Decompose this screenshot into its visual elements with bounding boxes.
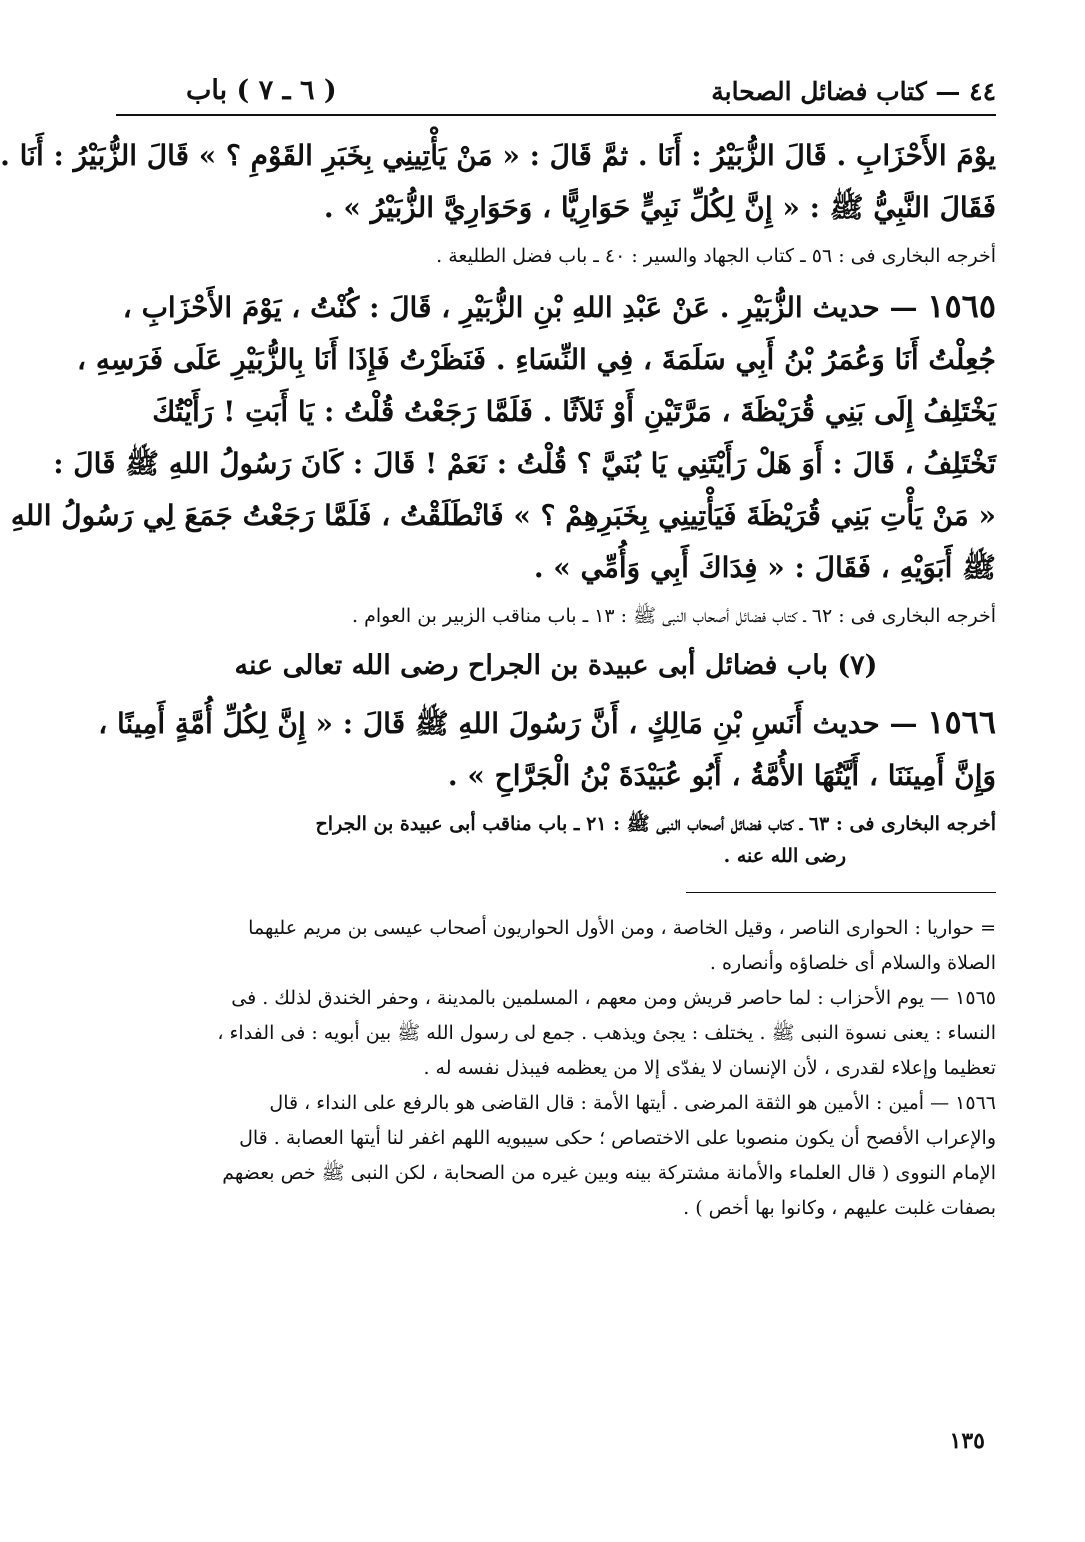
page-number: ١٣٥	[949, 1428, 985, 1454]
chapter-range: ( ٦ ـ ٧ ) باب	[186, 75, 337, 106]
hadith-line: « مَنْ يَأْتِ بَنِي قُرَيْظَةَ فَيَأْتِينِي بِخَبَرِهِمْ ؟ » فَانْطَلَقْتُ ، فَلَمَّا رَجَعْتُ جَمَعَ لِي رَسُولُ اللهِ	[10, 499, 996, 532]
hadith-number: ١٥٦٦	[927, 703, 996, 741]
footnote-separator	[686, 892, 996, 893]
hadith-line: جُعِلْتُ أَنَا وَعُمَرُ بْنُ أَبِي سَلَمَةَ ، فِي النِّسَاءِ . فَنَظَرْتُ فَإِذَا أَنَا بِالزُّبَيْرِ عَلَى فَرَسِهِ ،	[77, 343, 996, 376]
footnote-line: النساء : يعنى نسوة النبى ﷺ . يختلف : يجئ ويذهب . جمع لى رسول الله ﷺ بين أبويه : فى الفداء ،	[217, 1022, 996, 1044]
hadith-line: ﷺ أَبَوَيْهِ ، فَقَالَ : « فِدَاكَ أَبِي وَأُمِّي » .	[533, 551, 996, 584]
book-page	[0, 60, 996, 1226]
source-reference: أخرجه البخارى فى : ٥٦ ـ كتاب الجهاد والسير : ٤٠ ـ باب فضل الطليعة .	[436, 245, 996, 267]
hadith-text: — حديث الزُّبَيْرِ . عَنْ عَبْدِ اللهِ بْنِ الزُّبَيْرِ ، قَالَ : كُنْتُ ، يَوْمَ الأَحْزَابِ ،	[122, 291, 918, 324]
section-heading: (٧) باب فضائل أبى عبيدة بن الجراح رضى الله تعالى عنه	[234, 650, 878, 681]
footnote-line: الصلاة والسلام أى خلصاؤه وأنصاره .	[709, 952, 996, 974]
hadith-line	[116, 280, 996, 334]
footnote-line: تعظيما وإعلاء لقدرى ، لأن الإنسان لا يفدّى إلا من يعظمه فيبذل نفسه له .	[423, 1057, 996, 1079]
running-title: ٤٤ — كتاب فضائل الصحابة	[711, 77, 996, 106]
footnote-line: والإعراب الأفصح أن يكون منصوبا على الاختصاص ؛ حكى سيبويه اللهم اغفر لنا أيتها العصابة . قال	[239, 1127, 996, 1149]
hadith-line: وَإِنَّ أَمِينَنَا ، أَيَّتُهَا الأُمَّةُ ، أَبُو عُبَيْدَةَ بْنُ الْجَرَّاحِ » .	[447, 759, 996, 792]
hadith-text: — حديث أَنَسِ بْنِ مَالِكٍ ، أَنَّ رَسُولَ اللهِ ﷺ قَالَ : « إِنَّ لِكُلِّ أُمَّةٍ أَمِينًا ،	[98, 707, 918, 740]
reference-line: رضى الله عنه .	[723, 845, 846, 867]
hadith-line: يوْمَ الأَحْزَابِ . قَالَ الزُّبَيْرُ : أَنَا . ثمَّ قَالَ : « مَنْ يَأْتِينِي بِخَبَرِ القَوْمِ ؟ » قَالَ الزُّبَيْرُ : أَنَا .	[0, 139, 996, 172]
footnote-line: ١٥٦٥ — يوم الأحزاب : لما حاصر قريش ومن معهم ، المسلمين بالمدينة ، وحفر الخندق لذلك . فى	[231, 987, 996, 1009]
footnote-line: ١٥٦٦ — أمين : الأمين هو الثقة المرضى . أيتها الأمة : قال القاضى هو بالرفع على النداء ، قال	[269, 1092, 996, 1114]
source-reference: أخرجه البخارى فى : ٦٢ ـ كتاب فضائل أصحاب النبى ﷺ : ١٣ ـ باب مناقب الزبير بن العوام .	[351, 605, 996, 627]
hadith-line	[98, 696, 996, 750]
footnote-line: = حواريا : الحوارى الناصر ، وقيل الخاصة ، ومن الأول الحواريون أصحاب عيسى بن مريم عليهما	[248, 917, 996, 939]
hadith-line: تَخْتَلِفُ ، قَالَ : أَوَ هَلْ رَأَيْتَنِي يَا بُنَيَّ ؟ قُلْتُ : نَعَمْ ! قَالَ : كَانَ رَسُولُ اللهِ ﷺ قَالَ :	[53, 447, 996, 480]
main-text	[0, 130, 996, 872]
source-reference	[116, 808, 996, 872]
reference-line: أخرجه البخارى فى : ٦٣ ـ كتاب فضائل أصحاب النبى ﷺ : ٢١ ـ باب مناقب أبى عبيدة بن الجراح	[315, 813, 996, 835]
footnotes	[116, 911, 996, 1226]
footnote-line: الإمام النووى ( قال العلماء والأمانة مشتركة بينه وبين غيره من الصحابة ، لكن النبى ﷺ خص بعضهم	[222, 1162, 996, 1184]
footnote-line: بصفات غلبت عليهم ، وكانوا بها أخص ) .	[683, 1197, 996, 1219]
hadith-line: يَخْتَلِفُ إِلَى بَنِي قُرَيْظَةَ ، مَرَّتَيْنِ أَوْ ثَلاَثًا . فَلَمَّا رَجَعْتُ قُلْتُ : يَا أَبَتِ ! رَأَيْتُكَ	[152, 395, 996, 428]
hadith-number: ١٥٦٥	[927, 287, 996, 325]
page-header	[116, 60, 996, 116]
hadith-line: فَقَالَ النَّبِيُّ ﷺ : « إِنَّ لِكُلِّ نَبِيٍّ حَوَارِيًّا ، وَحَوَارِيَّ الزُّبَيْرُ » .	[323, 191, 996, 224]
